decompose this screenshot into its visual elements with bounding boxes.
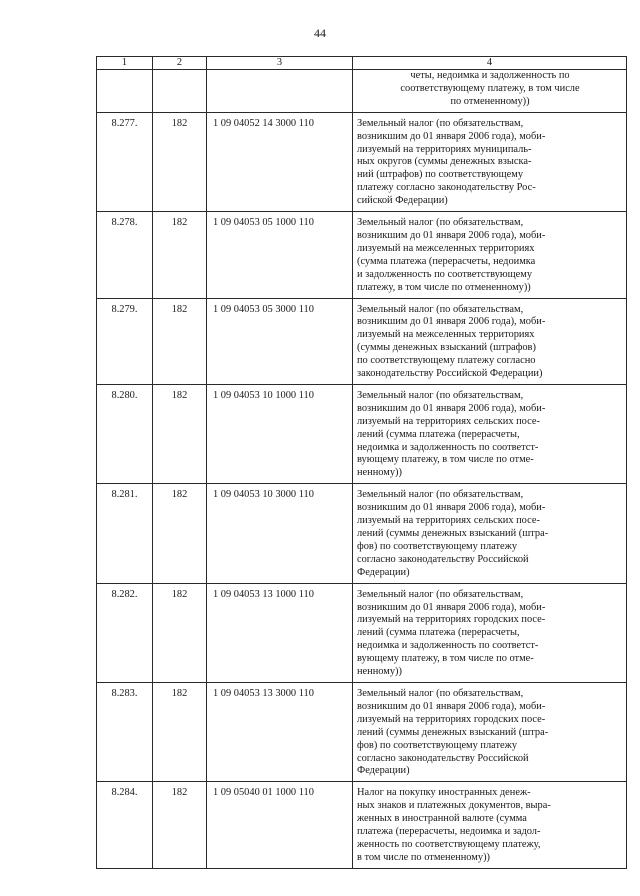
administrator-code-cell: 182 <box>153 484 207 583</box>
description-line: Земельный налог (по обязательствам, <box>357 217 524 229</box>
description-line: возникшим до 01 января 2006 года), моби- <box>357 402 546 414</box>
description-line: согласно законодательству Российской <box>357 752 529 764</box>
description-line: Налог на покупку иностранных денеж- <box>357 787 531 799</box>
revenue-description-cell <box>353 384 627 483</box>
description-line: лизуемый на территориях городских посе- <box>357 713 546 725</box>
description-line: ний (штрафов) по соответствующему <box>357 169 524 181</box>
description-line: ненному)) <box>357 467 402 479</box>
table-row <box>97 298 627 384</box>
description-line: платежу, в том числе по отмененному)) <box>357 281 531 293</box>
description-line: лений (сумма платежа (перерасчеты, <box>357 428 520 440</box>
description-line: Федерации) <box>357 566 410 578</box>
description-line: возникшим до 01 января 2006 года), моби- <box>357 601 546 613</box>
description-line: платежа (перерасчеты, недоимка и задол- <box>357 826 541 838</box>
description-line: согласно законодательству Российской <box>357 553 529 565</box>
description-line: лений (суммы денежных взысканий (штра- <box>357 528 549 539</box>
description-line: вующему платежу, в том числе по отме- <box>357 653 534 665</box>
budget-classification-table <box>96 56 627 869</box>
description-line: ненному)) <box>357 666 402 678</box>
revenue-code-cell: 1 09 04053 13 1000 110 <box>207 583 353 682</box>
description-line: Земельный налог (по обязательствам, <box>357 117 524 129</box>
description-line: лизуемый на территориях городских посе- <box>357 614 546 626</box>
description-line: Земельный налог (по обязательствам, <box>357 588 524 600</box>
description-line: возникшим до 01 января 2006 года), моби- <box>357 130 546 142</box>
description-line: ных знаков и платежных документов, выра- <box>357 800 551 812</box>
continuation-code-cell <box>207 70 353 113</box>
revenue-code-cell: 1 09 04053 05 1000 110 <box>207 212 353 298</box>
header-col-4: 4 <box>353 57 627 70</box>
row-number-cell: 8.283. <box>97 682 153 781</box>
description-line: лизуемый на территориях муниципаль- <box>357 143 532 155</box>
description-line: лений (сумма платежа (перерасчеты, <box>357 627 520 639</box>
description-line: законодательству Российской Федерации) <box>357 368 543 380</box>
administrator-code-cell: 182 <box>153 112 207 211</box>
revenue-description-cell <box>353 782 627 868</box>
description-line: по соответствующему платежу согласно <box>357 355 536 367</box>
description-line: сийской Федерации) <box>357 195 448 207</box>
description-line: фов) по соответствующему платежу <box>357 739 518 751</box>
description-line: лизуемый на межселенных территориях <box>357 242 535 254</box>
revenue-description-cell <box>353 212 627 298</box>
header-col-3: 3 <box>207 57 353 70</box>
revenue-code-cell: 1 09 04053 10 3000 110 <box>207 484 353 583</box>
description-line: вующему платежу, в том числе по отме- <box>357 454 534 466</box>
administrator-code-cell: 182 <box>153 583 207 682</box>
description-line: в том числе по отмененному)) <box>357 851 490 863</box>
description-line: ных округов (суммы денежных взыска- <box>357 156 532 168</box>
continuation-description <box>353 70 627 113</box>
administrator-code-cell: 182 <box>153 682 207 781</box>
table-row <box>97 112 627 211</box>
description-line: Земельный налог (по обязательствам, <box>357 303 524 315</box>
revenue-code-cell: 1 09 04053 13 3000 110 <box>207 682 353 781</box>
continuation-num-cell <box>97 70 153 113</box>
row-number-cell: 8.282. <box>97 583 153 682</box>
description-line: возникшим до 01 января 2006 года), моби- <box>357 502 546 514</box>
revenue-code-cell: 1 09 04053 10 1000 110 <box>207 384 353 483</box>
description-line: по отмененному)) <box>450 95 530 107</box>
header-row <box>97 57 627 70</box>
table-row <box>97 682 627 781</box>
description-line: лизуемый на межселенных территориях <box>357 329 535 341</box>
table-row <box>97 212 627 298</box>
description-line: недоимка и задолженность по соответст- <box>357 640 539 652</box>
description-line: Федерации) <box>357 765 410 777</box>
row-number-cell: 8.277. <box>97 112 153 211</box>
administrator-code-cell: 182 <box>153 384 207 483</box>
revenue-code-cell: 1 09 04053 05 3000 110 <box>207 298 353 384</box>
description-line: Земельный налог (по обязательствам, <box>357 489 524 501</box>
page-number: 44 <box>314 26 326 40</box>
description-line: возникшим до 01 января 2006 года), моби- <box>357 700 546 712</box>
revenue-description-cell <box>353 583 627 682</box>
description-line: лизуемый на территориях сельских посе- <box>357 415 540 427</box>
description-line: и задолженность по соответствующему <box>357 268 533 280</box>
table-row <box>97 384 627 483</box>
row-number-cell: 8.280. <box>97 384 153 483</box>
continuation-row <box>97 70 627 113</box>
table-row <box>97 583 627 682</box>
revenue-description-cell <box>353 484 627 583</box>
description-line: четы, недоимка и задолженность по <box>410 70 570 81</box>
administrator-code-cell: 182 <box>153 298 207 384</box>
table-row <box>97 484 627 583</box>
revenue-code-cell: 1 09 05040 01 1000 110 <box>207 782 353 868</box>
row-number-cell: 8.281. <box>97 484 153 583</box>
row-number-cell: 8.284. <box>97 782 153 868</box>
administrator-code-cell: 182 <box>153 782 207 868</box>
revenue-code-cell: 1 09 04052 14 3000 110 <box>207 112 353 211</box>
revenue-description-cell <box>353 298 627 384</box>
table-body <box>97 70 627 869</box>
description-line: возникшим до 01 января 2006 года), моби- <box>357 316 546 328</box>
description-line: возникшим до 01 января 2006 года), моби- <box>357 229 546 241</box>
description-line: Земельный налог (по обязательствам, <box>357 389 524 401</box>
description-line: лений (суммы денежных взысканий (штра- <box>357 726 549 738</box>
description-line: (суммы денежных взысканий (штрафов) <box>357 342 536 354</box>
header-col-1: 1 <box>97 57 153 70</box>
description-line: женных в иностранной валюте (сумма <box>357 813 527 825</box>
header-col-2: 2 <box>153 57 207 70</box>
revenue-description-cell <box>353 112 627 211</box>
description-line: платежу согласно законодательству Рос- <box>357 182 536 194</box>
table-row <box>97 782 627 868</box>
row-number-cell: 8.279. <box>97 298 153 384</box>
description-line: недоимка и задолженность по соответст- <box>357 441 539 453</box>
description-line: фов) по соответствующему платежу <box>357 540 518 552</box>
description-line: женность по соответствующему платежу, <box>357 838 541 850</box>
administrator-code-cell: 182 <box>153 212 207 298</box>
description-line: лизуемый на территориях сельских посе- <box>357 515 540 527</box>
row-number-cell: 8.278. <box>97 212 153 298</box>
revenue-description-cell <box>353 682 627 781</box>
description-line: (сумма платежа (перерасчеты, недоимка <box>357 255 536 267</box>
description-line: соответствующему платежу, в том числе <box>400 82 580 94</box>
description-line: Земельный налог (по обязательствам, <box>357 687 524 699</box>
continuation-admin-cell <box>153 70 207 113</box>
